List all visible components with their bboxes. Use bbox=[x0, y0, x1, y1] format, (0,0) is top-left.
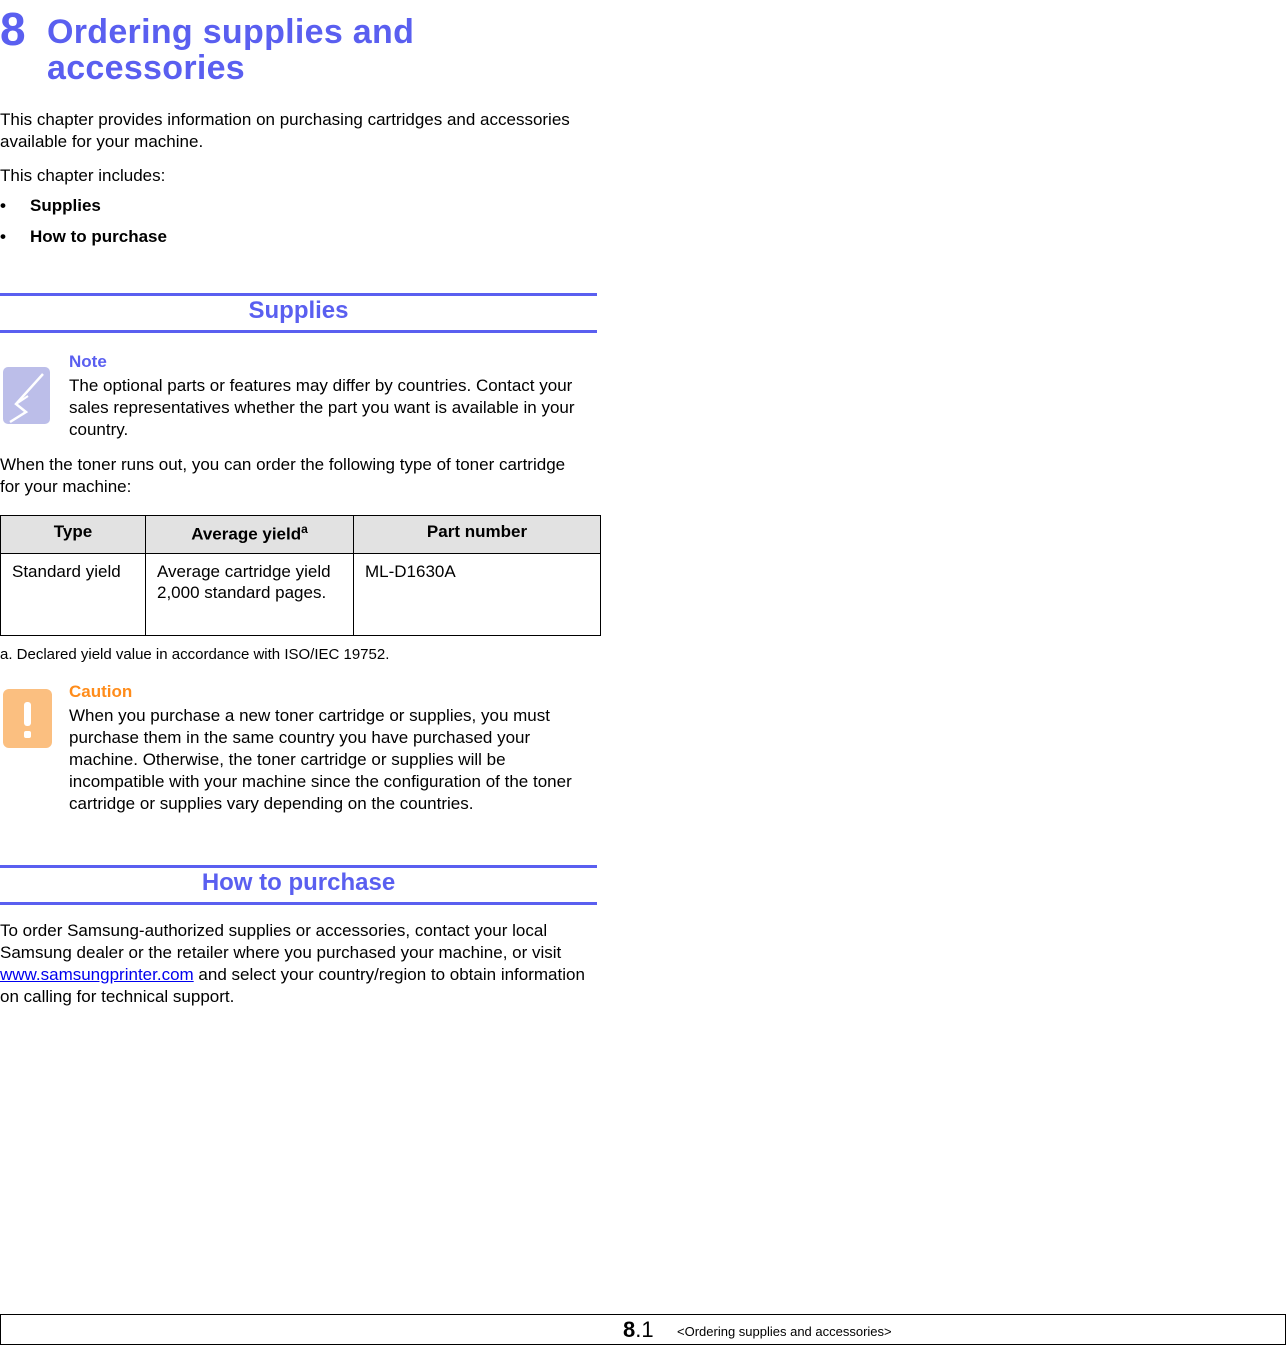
bullet-label: How to purchase bbox=[30, 227, 167, 246]
caution-icon bbox=[2, 688, 54, 755]
intro-paragraph: This chapter provides information on purchasing cartridges and accessories available for your machine. bbox=[0, 110, 570, 151]
bullet-dot: • bbox=[0, 227, 6, 246]
table-cell-type: Standard yield bbox=[1, 554, 146, 636]
table-header-row bbox=[1, 516, 601, 554]
column-header-label: Part number bbox=[426, 522, 528, 541]
note-label: Note bbox=[69, 352, 107, 371]
table-row bbox=[1, 554, 601, 636]
caution-text: When you purchase a new toner cartridge or supplies, you must purchase them in the same country you have purchased your machine. Otherwise, the toner cartridge or supplies will be incompatible with your machine since the configuration of the toner cartridge or supplies vary depending on the countries. bbox=[69, 706, 572, 813]
column-header-label: Type bbox=[53, 522, 93, 541]
column-header-type bbox=[1, 516, 146, 554]
bullet-dot: • bbox=[0, 196, 6, 215]
caution-label: Caution bbox=[69, 682, 133, 701]
supplies-table bbox=[0, 515, 601, 636]
page-footer bbox=[0, 1314, 1286, 1345]
section-rule-top bbox=[0, 865, 597, 868]
samsung-website-link[interactable]: www.samsungprinter.com bbox=[0, 965, 194, 984]
table-cell-average-yield: Average cartridge yield 2,000 standard pages. bbox=[146, 554, 354, 636]
footnote-marker: a bbox=[301, 522, 308, 536]
purchase-text-start: To order Samsung-authorized supplies or accessories, contact your local Samsung dealer or the retailer where you purchased your machine, or visit bbox=[0, 921, 562, 962]
toner-intro-text: When the toner runs out, you can order the following type of toner cartridge for your machine: bbox=[0, 455, 566, 496]
footer-chapter-name: <Ordering supplies and accessories> bbox=[677, 1324, 892, 1339]
note-text: The optional parts or features may differ by countries. Contact your sales representatives whether the part you want is available in your country. bbox=[69, 376, 575, 439]
table-footnote: a. Declared yield value in accordance with ISO/IEC 19752. bbox=[0, 646, 390, 663]
chapter-heading bbox=[47, 14, 414, 86]
column-header-average-yield bbox=[146, 516, 354, 554]
section-rule-top bbox=[0, 293, 597, 296]
column-header-label: Average yield bbox=[191, 524, 302, 544]
page-number bbox=[623, 1317, 654, 1343]
chapter-heading-line2: accessories bbox=[47, 49, 246, 87]
section-heading-supplies: Supplies bbox=[248, 297, 349, 324]
section-rule-bottom bbox=[0, 902, 597, 905]
bullet-label: Supplies bbox=[30, 196, 101, 215]
purchase-text-end: and select your country/region to obtain information on calling for technical support. bbox=[0, 965, 585, 1006]
chapter-heading-line1: Ordering supplies and bbox=[47, 13, 415, 51]
note-icon bbox=[2, 366, 52, 431]
column-header-part-number bbox=[354, 516, 601, 554]
page-number-chapter: 8 bbox=[623, 1317, 636, 1342]
section-rule-bottom bbox=[0, 330, 597, 333]
section-heading-how-to-purchase: How to purchase bbox=[201, 869, 396, 896]
includes-label: This chapter includes: bbox=[0, 166, 166, 185]
chapter-number: 8 bbox=[0, 3, 26, 55]
table-cell-part-number: ML-D1630A bbox=[354, 554, 601, 636]
page-number-rest: .1 bbox=[635, 1317, 654, 1342]
purchase-paragraph bbox=[0, 920, 600, 1008]
